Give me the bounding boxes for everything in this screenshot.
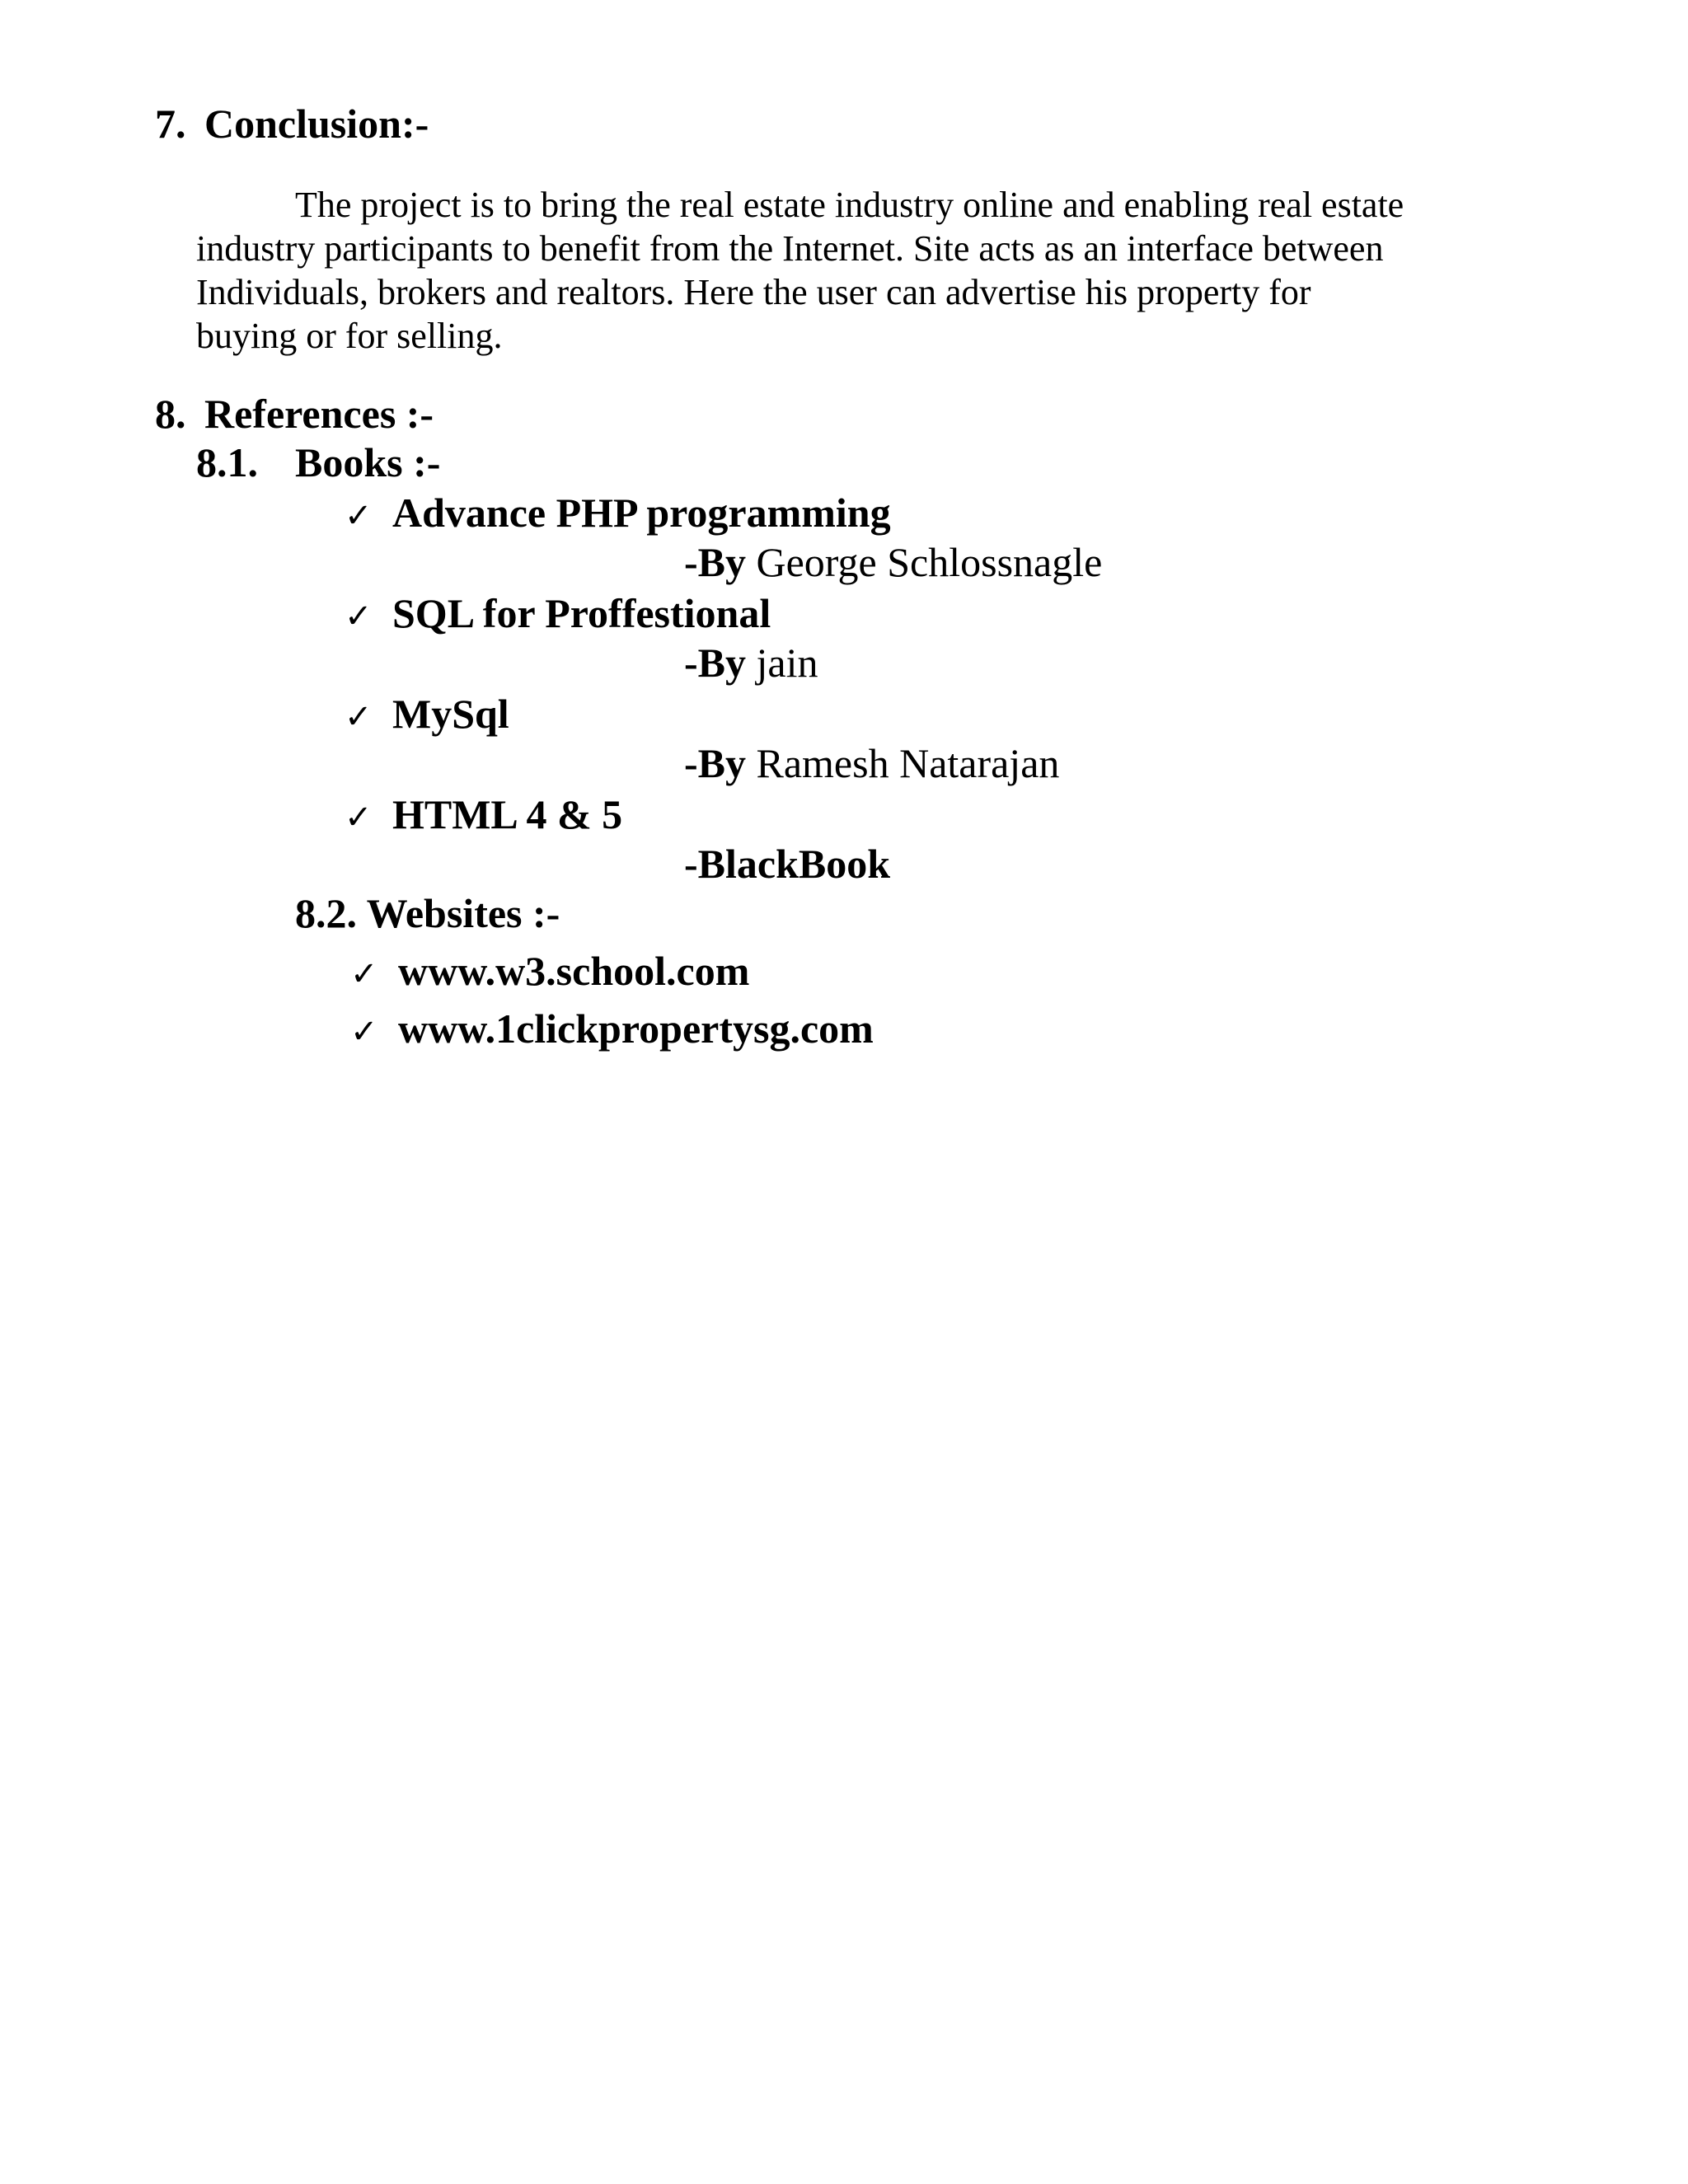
book-byline <box>684 537 1102 587</box>
section-title: Conclusion:- <box>204 101 429 147</box>
website-item <box>350 1004 874 1057</box>
conclusion-paragraph <box>196 183 1482 358</box>
paragraph-line: buying or for selling. <box>196 316 503 356</box>
checkmark-icon: ✓ <box>350 1013 378 1051</box>
by-label: -By <box>684 740 746 786</box>
paragraph-line: Individuals, brokers and realtors. Here the user can advertise his property for <box>196 272 1311 312</box>
by-label: -By <box>684 640 746 686</box>
website-item <box>350 946 749 999</box>
conclusion-heading <box>155 99 429 148</box>
subsection-title: Books :- <box>295 439 441 485</box>
book-byline <box>684 738 1059 788</box>
book-author: Ramesh Natarajan <box>756 740 1060 786</box>
subsection-number: 8.1. <box>196 439 258 485</box>
by-label: -BlackBook <box>684 841 891 887</box>
paragraph-line: industry participants to benefit from the Internet. Site acts as an interface between <box>196 228 1384 269</box>
book-byline <box>684 638 818 687</box>
book-item <box>345 689 509 742</box>
section-title: References :- <box>204 391 434 437</box>
book-title: Advance PHP programming <box>392 490 891 536</box>
checkmark-icon: ✓ <box>345 497 373 535</box>
checkmark-icon: ✓ <box>345 799 373 837</box>
book-title: SQL for Proffestional <box>392 590 771 636</box>
website-url: www.1clickpropertysg.com <box>398 1005 874 1052</box>
checkmark-icon: ✓ <box>345 698 373 736</box>
by-label: -By <box>684 539 746 585</box>
paragraph-line: The project is to bring the real estate industry online and enabling real estate <box>295 185 1404 225</box>
book-item <box>345 488 891 541</box>
book-title: HTML 4 & 5 <box>392 791 623 837</box>
checkmark-icon: ✓ <box>345 598 373 635</box>
book-item <box>345 790 622 842</box>
book-title: MySql <box>392 691 509 737</box>
website-url: www.w3.school.com <box>398 948 750 994</box>
section-number: 7. <box>155 101 186 147</box>
book-author: jain <box>756 640 818 686</box>
references-heading <box>155 389 434 438</box>
book-item <box>345 588 771 641</box>
book-byline <box>684 839 890 888</box>
checkmark-icon: ✓ <box>350 955 378 993</box>
websites-heading: 8.2. Websites :- <box>295 890 560 936</box>
books-heading <box>196 438 440 487</box>
book-author: George Schlossnagle <box>756 539 1103 585</box>
section-number: 8. <box>155 391 186 437</box>
